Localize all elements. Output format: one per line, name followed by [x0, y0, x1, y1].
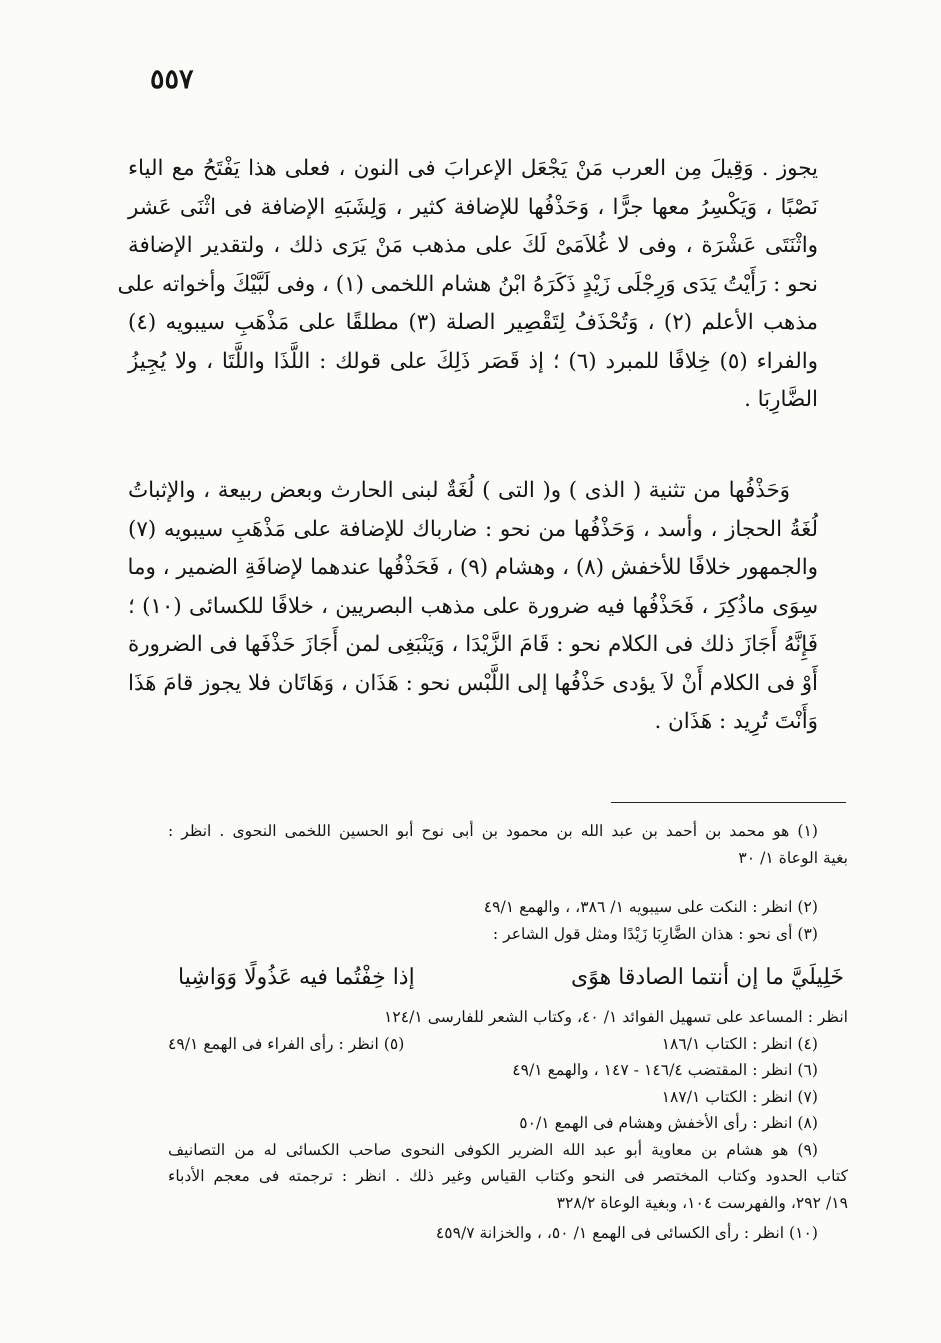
footnote-line: (١) هو محمد بن أحمد بن عبد الله بن محمود بن أبى نوح أبو الحسين اللخمى النحوى . انظر : — [168, 822, 818, 840]
text-line: والفراء (٥) خِلافًا للمبرد (٦) ؛ إذ قَصَر ذَلِكَ على قولك : اللَّذَا واللَّتَا ، ولا يُجِيزُ — [128, 348, 818, 374]
poetry-verse — [178, 958, 844, 998]
footnote-1 — [168, 818, 848, 871]
text-line: يجوز . وَقِيلَ مِن العرب مَنْ يَجْعَل الإعرابَ فى النون ، فعلى هذا يَفْتَحُ مع الياء — [128, 156, 818, 181]
verse-first-hemistich: خَلِيلَيَّ ما إن أنتما الصادقا هوًى — [571, 965, 844, 990]
footnote-separator — [611, 802, 846, 803]
footnote-3-reference: انظر : المساعد على تسهيل الفوائد ١/ ٤٠، وكتاب الشعر للفارسى ١٢٤/١ — [384, 1008, 848, 1026]
footnotes-4-10 — [168, 1004, 848, 1247]
text-line: لُغَةُ الحجاز ، وأسد ، وَحَذْفُها من نحو : ضارباك للإضافة على مَذْهَبِ سيبويه (٧) — [128, 516, 818, 542]
paragraph-1 — [117, 150, 819, 420]
footnote-6: (٦) انظر : المقتضب ١٤٦/٤ - ١٤٧ ، والهمع ٤٩/١ — [512, 1061, 818, 1079]
text-line: نَصْبًا ، وَيَكْسِرُ معها جرًّا ، وَحَذْفُها للإضافة كثير ، وَلِشَبَهِ الإضافة فى اثْنَى عَشر — [128, 194, 818, 220]
text-line: والجمهور خلافًا للأخفش (٨) ، وهشام (٩) ، فَحَذْفُها عندهما لإضافَةِ الضمير ، وما — [127, 555, 818, 580]
text-line: مذهب الأعلم (٢) ، وَتُحْذَفُ لِتَقْصِير الصلة (٣) مطلقًا على مَذْهَبِ سيبويه (٤) — [128, 310, 819, 335]
footnote-line: ١٩/ ٢٩٢، والفهرست ١٠٤، وبغية الوعاة ٣٢٨/٢ — [556, 1193, 848, 1212]
text-line: الضَّارِبَا . — [744, 387, 818, 412]
footnote-2-3 — [168, 894, 848, 947]
footnote-7: (٧) انظر : الكتاب ١٨٧/١ — [661, 1087, 818, 1106]
text-line: وَحَذْفُها من تثنية ( الذى ) و( التى ) لُغَةٌ لبنى الحارث وبعض ربيعة ، والإثباتُ — [128, 478, 790, 503]
text-line: فَإِنَّهُ أَجَازَ ذلك فى الكلام نحو : قَامَ الزَّيْدَا ، وَيَنْبَغِى لمن أَجَازَ حَذْفَها فى الضرورة — [128, 632, 818, 657]
footnote-3: (٣) أى نحو : هذان الضَّارِبَا زَيْدًا ومثل قول الشاعر : — [492, 924, 818, 943]
footnote-9: (٩) هو هشام بن معاوية أبو عبد الله الضرير الكوفى النحوى صاحب الكسائى له من التصانيف — [168, 1140, 818, 1159]
text-line: وَأَنْتَ تُرِيد : هَذَان . — [654, 709, 818, 734]
footnote-line: بغية الوعاة ١/ ٣٠ — [738, 848, 848, 867]
footnote-2: (٢) انظر : النكت على سيبويه ١/ ٣٨٦، ، والهمع ٤٩/١ — [483, 898, 818, 916]
verse-second-hemistich: إذا خِفْتُما فيه عَذُولًا وَوَاشِيا — [178, 965, 415, 990]
paragraph-2 — [128, 472, 818, 742]
footnote-row-4-5 — [168, 1031, 848, 1058]
footnote-5: (٥) انظر : رأى الفراء فى الهمع ٤٩/١ — [168, 1034, 405, 1053]
text-line: نحو : رَأَيْتُ يَدَى وَرِجْلَى زَيْدٍ ذَكَرَهُ ابْنُ هشام اللخمى (١) ، وفى لَبَّيْكَ وأخواته على — [117, 271, 818, 297]
footnote-line: كتاب الحدود وكتاب المختصر فى النحو وكتاب القياس وغير ذلك . انظر : ترجمته فى معجم الأدباء — [168, 1167, 848, 1185]
footnote-4: (٤) انظر : الكتاب ١٨٦/١ — [661, 1034, 818, 1053]
text-line: واثْنَتَى عَشْرَة ، وفى لا غُلاَمَىْ لَكَ على مذهب مَنْ يَرَى ذلك ، ولتقدير الإضافة — [128, 233, 818, 258]
page-number: ٥٥٧ — [150, 64, 194, 95]
text-line: أَوْ فى الكلام أَنْ لاَ يؤدى حَذْفُها إلى اللَّبْس نحو : هَذَان ، وَهَاتَان فلا يجوز قامَ هَذَا — [128, 670, 818, 696]
footnote-10: (١٠) انظر : رأى الكسائى فى الهمع ١/ ٥٠، ، والخزانة ٤٥٩/٧ — [435, 1224, 818, 1242]
text-line: سِوَى ماذُكِرَ ، فَحَذْفُها فيه ضرورة على مذهب البصريين ، خلافًا للكسائى (١٠) ؛ — [128, 593, 818, 619]
footnote-8: (٨) انظر : رأى الأخفش وهشام فى الهمع ٥٠/١ — [519, 1114, 818, 1132]
